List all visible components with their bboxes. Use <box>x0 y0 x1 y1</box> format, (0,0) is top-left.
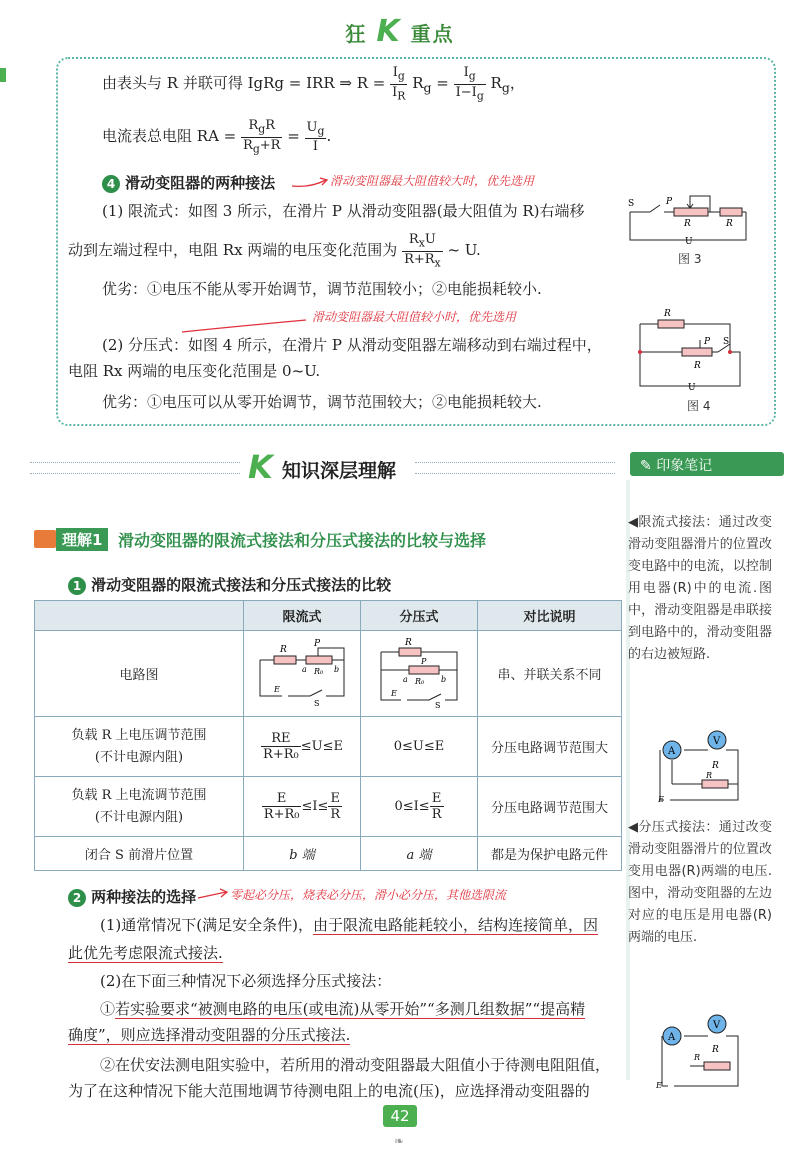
notebook-icon: ✎ <box>640 458 652 474</box>
header-right: 重点 <box>410 22 455 46</box>
handwritten-note-3: 零起必分压，烧表必分压，滑小必分压，其他选限流 <box>230 888 507 902</box>
table-header: 对比说明 <box>478 601 622 631</box>
svg-text:R: R <box>726 219 733 229</box>
body-text: ① <box>100 1000 116 1018</box>
fraction <box>262 791 302 822</box>
sidenote-para-1: ◀限流式接法：通过改变滑动变阻器滑片的位置改变电路中的电流，以控制用电器(R)中的电流.图中，滑动变阻器是串联接到电路中的，滑动变阻器的右边被短路. <box>628 515 772 662</box>
p2-line-a: (2) 分压式：如图 4 所示，在滑片 P 从滑动变阻器左端移动到右端过程中， <box>102 336 602 354</box>
sidenote-circuit-1 <box>650 730 750 804</box>
svg-text:S: S <box>628 199 635 209</box>
body-para-3a <box>100 998 585 1020</box>
body-para-4b: 为了在这种情况下能大范围地调节待测电阻上的电流(压)，应选择滑动变阻器的 <box>68 1082 590 1100</box>
range-tail: ≤U≤E <box>300 739 343 754</box>
table-row <box>35 631 622 717</box>
formula-line-2: 电流表总电阻 RA = $\frac{R_gR}{R_g+R}$ = $\frac{U_g}{I}$ . <box>102 118 332 156</box>
left-edge-marker <box>0 68 6 82</box>
table-header <box>35 601 244 631</box>
fraction: $\frac{I_g}{I_R}$ <box>392 65 406 103</box>
table-cell: 闭合 S 前滑片位置 <box>35 837 244 871</box>
formula-1-text: 由表头与 R 并联可得 IgRg = IRR ⇒ R = <box>102 74 386 93</box>
sub2-number: 2 <box>68 889 86 907</box>
leaf-icon: ❧ <box>394 1134 405 1148</box>
table-cell <box>244 717 361 777</box>
sidenote-para-2: ◀分压式接法：通过改变滑动变阻器滑片的位置改变用电器(R)两端的电压.图中，滑动变阻器的左边对应的电压是用电器(R)两端的电压. <box>628 820 772 945</box>
svg-text:P: P <box>314 638 321 649</box>
svg-text:R₀: R₀ <box>415 676 425 686</box>
svg-text:R: R <box>712 1045 719 1055</box>
table-cell <box>35 777 244 837</box>
svg-text:U: U <box>688 383 696 393</box>
svg-text:a: a <box>403 674 408 684</box>
handwritten-note-2: 滑动变阻器最大阻值较小时，优先选用 <box>312 310 517 324</box>
table-row <box>35 777 622 837</box>
sidenote-circuit-2 <box>650 1012 750 1090</box>
handwritten-arrow-icon <box>290 176 330 190</box>
svg-text:P: P <box>704 337 711 347</box>
sub2-title: 两种接法的选择 <box>91 888 197 906</box>
svg-text:V: V <box>713 1020 721 1031</box>
table-cell: 都是为保护电路元件 <box>478 837 622 871</box>
p1-line-a: (1) 限流式：如图 3 所示，在滑片 P 从滑动变阻器(最大阻值为 R)右端移 <box>102 202 585 220</box>
handwritten-arrow-icon <box>196 886 230 904</box>
p1-line-c: 优劣：①电压不能从零开始调节，调节范围较小；②电能损耗较小. <box>102 280 542 298</box>
figure-4-caption: 图 4 <box>687 399 711 413</box>
svg-text:S: S <box>314 698 320 708</box>
range-pre: 0≤I≤ <box>394 799 430 814</box>
underlined-text: 此优先考虑限流式接法. <box>68 944 223 962</box>
svg-text:R: R <box>405 637 412 648</box>
divider-circuit-diagram <box>369 636 469 708</box>
table-row <box>35 837 622 871</box>
body-para-2: (2)在下面三种情况下必须选择分压式接法： <box>100 972 392 990</box>
body-text: (1)通常情况下(满足安全条件)， <box>100 916 313 934</box>
fraction: $\frac{R_xU}{R+R_x}$ <box>404 232 441 270</box>
banner-k-logo: K <box>248 448 273 486</box>
body-para-3b <box>68 1024 350 1046</box>
table-cell: 分压电路调节范围大 <box>478 717 622 777</box>
header-left: 狂 <box>345 22 368 46</box>
svg-text:S: S <box>723 337 730 347</box>
p1-line-b-post: ~ U. <box>447 241 481 260</box>
table-cell <box>244 777 361 837</box>
p2-line-b: 电阻 Rx 两端的电压变化范围是 0~U. <box>68 362 321 380</box>
page-header <box>0 14 800 49</box>
underlined-text: 由于限流电路能耗较小，结构连接简单，因 <box>312 916 598 934</box>
frac-num: E <box>430 791 444 807</box>
p2-line-c: 优劣：①电压可以从零开始调节，调节范围较大；②电能损耗较大. <box>102 393 542 411</box>
svg-text:b: b <box>441 674 447 684</box>
table-cell: a 端 <box>361 837 478 871</box>
svg-text:R: R <box>280 644 287 655</box>
range-mid: ≤I≤ <box>301 799 329 814</box>
row-label-2: (不计电源内阻) <box>94 809 184 825</box>
page-number: 42 <box>383 1105 417 1127</box>
row-label-2: (不计电源内阻) <box>94 749 184 765</box>
svg-text:P: P <box>666 197 673 207</box>
sec4-heading <box>102 172 275 193</box>
svg-text:R: R <box>706 771 713 780</box>
frac-num: E <box>328 791 342 807</box>
svg-text:E: E <box>656 1081 662 1090</box>
frac-den: R+R₀ <box>263 807 300 822</box>
fraction <box>261 731 301 762</box>
row-label-1: 负载 R 上电压调节范围 <box>71 727 207 743</box>
formula-2-text: 电流表总电阻 RA = <box>102 127 237 146</box>
svg-text:A: A <box>668 746 676 757</box>
svg-text:R₀: R₀ <box>314 666 324 676</box>
sub1-heading <box>68 574 391 595</box>
sub2-heading <box>68 886 196 907</box>
body-para-4a: ②在伏安法测电阻实验中，若所用的滑动变阻器最大阻值小于待测电阻阻值， <box>100 1056 611 1074</box>
sec4-title: 滑动变阻器的两种接法 <box>125 174 276 192</box>
handwritten-note-1: 滑动变阻器最大阻值较大时，优先选用 <box>330 174 535 188</box>
table-cell: 分压电路调节范围大 <box>478 777 622 837</box>
table-cell: 串、并联关系不同 <box>478 631 622 717</box>
svg-text:R: R <box>694 361 701 371</box>
svg-text:E: E <box>658 795 664 804</box>
fraction: $\frac{R_gR}{R_g+R}$ <box>243 118 281 156</box>
underlined-text: 若实验要求“被测电路的电压(或电流)从零开始”“多测几组数据”“提高精 <box>115 1000 586 1018</box>
svg-text:V: V <box>713 736 721 747</box>
sec4-number: 4 <box>102 175 120 193</box>
svg-text:R: R <box>712 761 719 771</box>
p1-line-b <box>68 232 481 270</box>
sub1-title: 滑动变阻器的限流式接法和分压式接法的比较 <box>91 576 392 594</box>
fraction <box>430 791 444 822</box>
banner-rule-right <box>415 462 615 474</box>
fraction <box>328 791 342 822</box>
banner-rule-left <box>30 462 240 474</box>
frac-den: R+R₀ <box>263 747 299 762</box>
fraction: $\frac{U_g}{I}$ <box>306 119 325 155</box>
limiting-circuit-diagram <box>252 636 352 708</box>
book-icon <box>34 530 56 548</box>
handwritten-arrow-icon <box>180 316 310 334</box>
row-label-1: 负载 R 上电流调节范围 <box>71 787 207 803</box>
svg-text:E: E <box>391 688 397 698</box>
sidenote-header <box>640 455 712 475</box>
table-cell <box>244 631 361 717</box>
table-header: 分压式 <box>361 601 478 631</box>
svg-text:R: R <box>694 1053 701 1062</box>
underlined-text: 确度”，则应选择滑动变阻器的分压式接法. <box>68 1026 351 1044</box>
comparison-table <box>34 600 622 871</box>
svg-text:A: A <box>668 1032 676 1043</box>
svg-text:R: R <box>684 219 691 229</box>
svg-text:a: a <box>302 664 307 674</box>
svg-text:E: E <box>274 684 280 694</box>
formula-line-1: 由表头与 R 并联可得 IgRg = IRR ⇒ R = $\frac{I_g}{I_R}$ $R_g$ = $\frac{I_g}{I-I_g}$ $R_g$， <box>102 65 525 103</box>
figure-3-caption: 图 3 <box>678 252 702 266</box>
figure-4-circuit <box>630 300 752 396</box>
sub1-number: 1 <box>68 577 86 595</box>
frac-den: R <box>330 807 341 822</box>
understand-tag: 理解1 <box>56 528 108 551</box>
p1-line-b-pre: 动到左端过程中，电阻 Rx 两端的电压变化范围为 <box>68 241 398 260</box>
svg-text:U: U <box>685 237 693 247</box>
body-para-1a <box>100 914 598 936</box>
table-cell <box>361 777 478 837</box>
table-row <box>35 717 622 777</box>
table-cell: b 端 <box>244 837 361 871</box>
banner-title: 知识深层理解 <box>282 460 397 482</box>
header-k-logo: K <box>376 14 402 49</box>
svg-text:P: P <box>421 656 427 666</box>
table-cell <box>35 717 244 777</box>
svg-text:R: R <box>664 309 671 319</box>
table-cell <box>361 631 478 717</box>
fraction: $\frac{I_g}{I-I_g}$ <box>455 65 484 103</box>
sidenote-title: 印象笔记 <box>656 458 713 474</box>
table-cell: 电路图 <box>35 631 244 717</box>
table-header: 限流式 <box>244 601 361 631</box>
understand-title: 滑动变阻器的限流式接法和分压式接法的比较与选择 <box>118 531 487 550</box>
frac-num: RE <box>261 731 301 747</box>
frac-num: E <box>262 791 302 807</box>
svg-text:S: S <box>435 700 441 708</box>
frac-den: R <box>431 807 442 822</box>
figure-3-circuit <box>622 190 752 250</box>
svg-text:b: b <box>334 664 340 674</box>
body-para-1b <box>68 942 223 964</box>
table-cell: 0≤U≤E <box>361 717 478 777</box>
